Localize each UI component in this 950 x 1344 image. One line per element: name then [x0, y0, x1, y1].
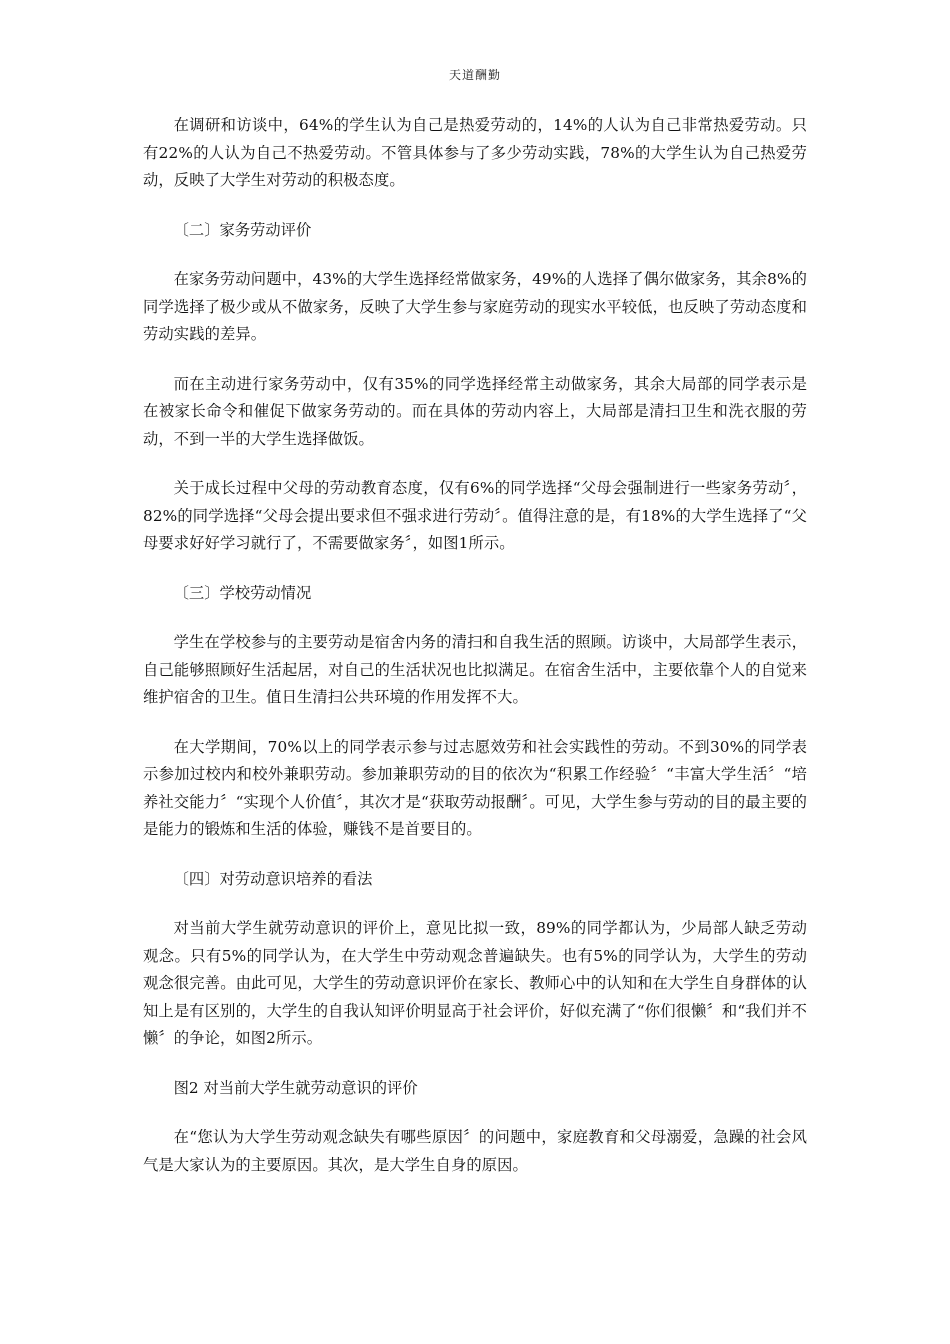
section-heading-4: 〔四〕对劳动意识培养的看法: [173, 869, 373, 888]
paragraph-8: 在“您认为大学生劳动观念缺失有哪些原因〞的问题中，家庭教育和父母溺爱，急躁的社会风气是大家认为的主要原因。其次，是大学生自身的原因。: [143, 1128, 807, 1174]
paragraph-4: 关于成长过程中父母的劳动教育态度，仅有6%的同学选择“父母会强制进行一些家务劳动〞，82%的同学选择“父母会提出要求但不强求进行劳动〞。值得注意的是，有18%的大学生选择了“父母要求好好学习就行了，不需要做家务〞，如图1所示。: [143, 479, 807, 552]
section-heading-3: 〔三〕学校劳动情况: [173, 583, 312, 602]
paragraph-7: 对当前大学生就劳动意识的评价上，意见比拟一致，89%的同学都认为，少局部人缺乏劳动观念。只有5%的同学认为，在大学生中劳动观念普遍缺失。也有5%的同学认为，大学生的劳动观念很完善。由此可见，大学生的劳动意识评价在家长、教师心中的认知和在大学生自身群体的认知上是有区别的，大学生的自我认知评价明显高于社会评价，好似充满了“你们很懒〞和“我们并不懒〞的争论，如图2所示。: [143, 919, 807, 1047]
paragraph-2: 在家务劳动问题中，43%的大学生选择经常做家务，49%的人选择了偶尔做家务，其余8%的同学选择了极少或从不做家务，反映了大学生参与家庭劳动的现实水平较低，也反映了劳动态度和劳动实践的差异。: [143, 270, 807, 343]
paragraph-5: 学生在学校参与的主要劳动是宿舍内务的清扫和自我生活的照顾。访谈中，大局部学生表示，自己能够照顾好生活起居，对自己的生活状况也比拟满足。在宿舍生活中，主要依靠个人的自觉来维护宿舍的卫生。值日生清扫公共环境的作用发挥不大。: [143, 633, 807, 706]
page-header: 天道酬勤: [448, 68, 501, 82]
paragraph-1: 在调研和访谈中，64%的学生认为自己是热爱劳动的，14%的人认为自己非常热爱劳动。只有22%的人认为自己不热爱劳动。不管具体参与了多少劳动实践，78%的大学生认为自己热爱劳动，反映了大学生对劳动的积极态度。: [143, 116, 807, 189]
figure-caption-2: 图2 对当前大学生就劳动意识的评价: [173, 1078, 418, 1097]
document-body: [143, 112, 807, 1201]
section-heading-2: 〔二〕家务劳动评价: [173, 220, 312, 239]
paragraph-3: 而在主动进行家务劳动中，仅有35%的同学选择经常主动做家务，其余大局部的同学表示是在被家长命令和催促下做家务劳动的。而在具体的劳动内容上，大局部是清扫卫生和洗衣服的劳动，不到一半的大学生选择做饭。: [143, 374, 807, 448]
paragraph-6: 在大学期间，70%以上的同学表示参与过志愿效劳和社会实践性的劳动。不到30%的同学表示参加过校内和校外兼职劳动。参加兼职劳动的目的依次为“积累工作经验〞“丰富大学生活〞“培养社交能力〞“实现个人价值〞，其次才是“获取劳动报酬〞。可见，大学生参与劳动的目的最主要的是能力的锻炼和生活的体验，赚钱不是首要目的。: [143, 737, 807, 838]
